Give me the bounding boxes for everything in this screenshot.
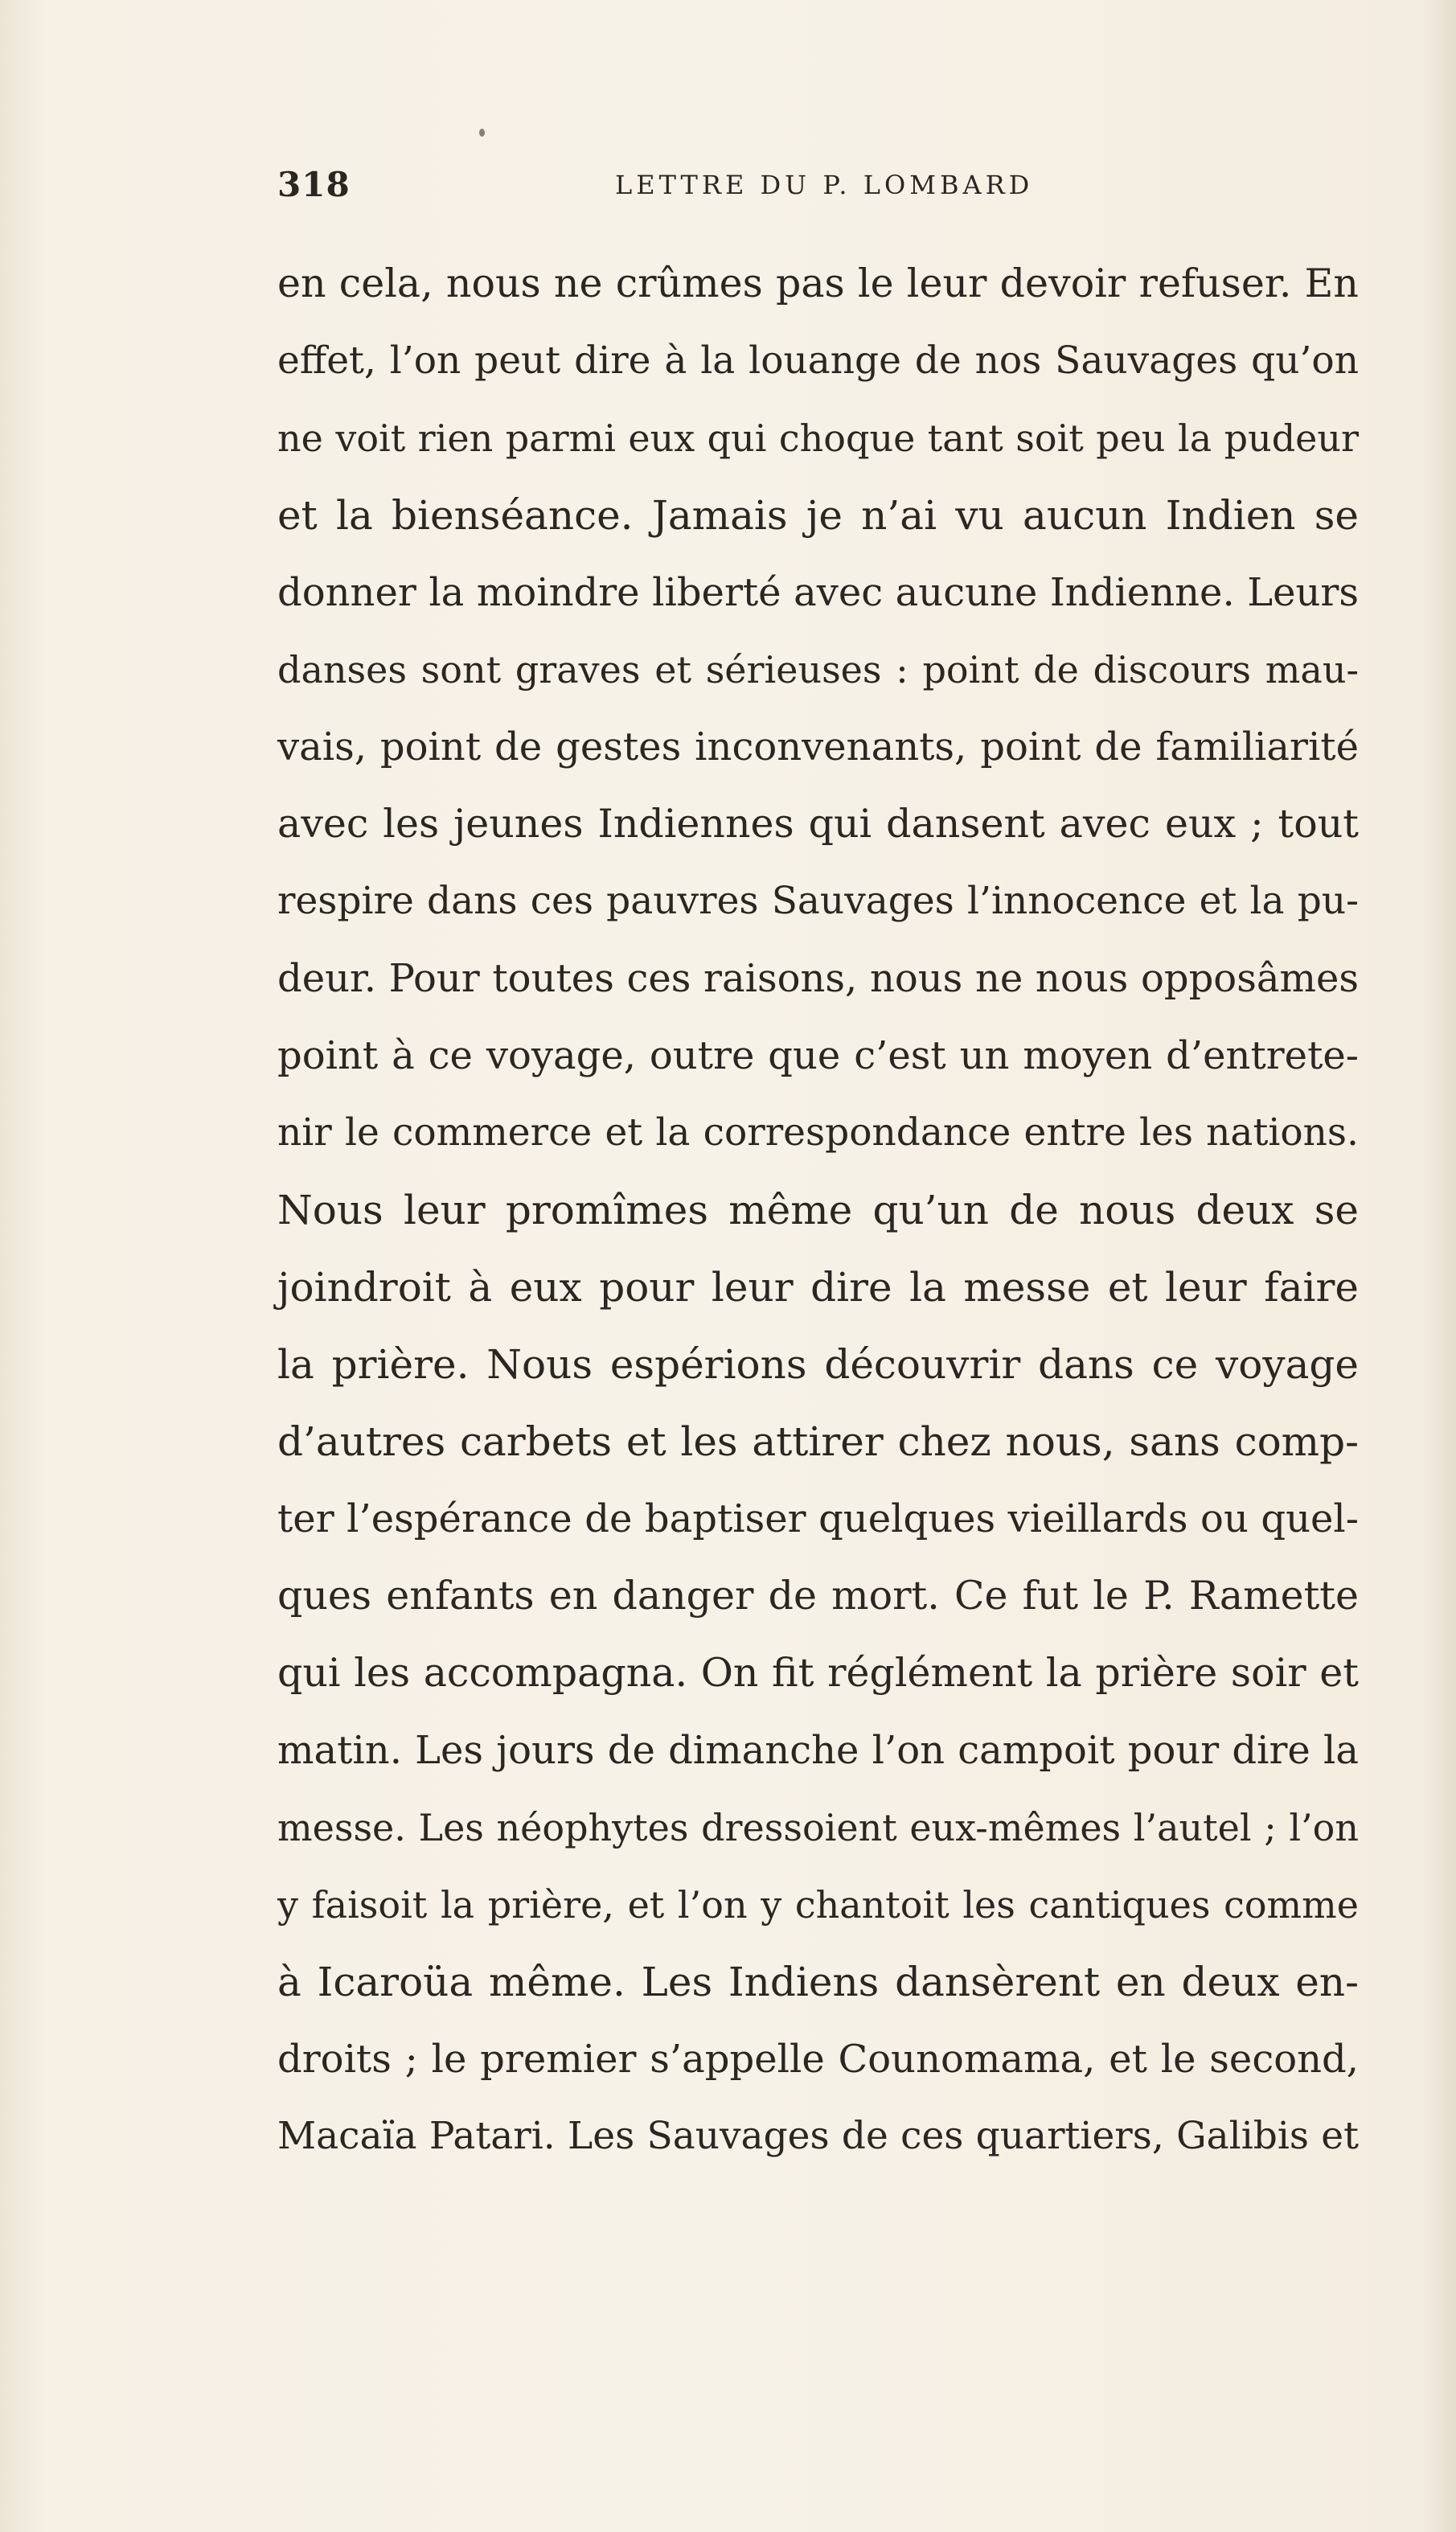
- text-line: respire dans ces pauvres Sauvages l’innocence et la pu-: [277, 879, 1359, 923]
- text-line: danses sont graves et sérieuses : point de discours mau-: [277, 648, 1359, 691]
- text-line: ques enfants en danger de mort. Ce fut le P. Ramette: [277, 1573, 1359, 1619]
- text-line: ter l’espérance de baptiser quelques vieillards ou quel-: [277, 1496, 1359, 1541]
- text-line: droits ; le premier s’appelle Counomama, et le second,: [277, 2037, 1359, 2082]
- text-line: deur. Pour toutes ces raisons, nous ne nous opposâmes: [277, 956, 1359, 1001]
- body-text: [277, 245, 1359, 2175]
- text-line: point à ce voyage, outre que c’est un moyen d’entrete-: [277, 1033, 1359, 1078]
- text-line: Nous leur promîmes même qu’un de nous deux se: [277, 1187, 1359, 1233]
- page-edge-shadow: [1424, 0, 1456, 2532]
- running-head: LETTRE DU P. LOMBARD: [615, 170, 1034, 200]
- text-line: avec les jeunes Indiennes qui dansent avec eux ; tout: [277, 801, 1359, 847]
- text-line: donner la moindre liberté avec aucune Indienne. Leurs: [277, 570, 1359, 615]
- text-line: qui les accompagna. On fit réglément la prière soir et: [277, 1650, 1359, 1696]
- text-line: d’autres carbets et les attirer chez nous, sans comp-: [277, 1418, 1359, 1465]
- page-header: [277, 165, 1359, 213]
- text-line: et la bienséance. Jamais je n’ai vu aucun Indien se: [277, 492, 1359, 539]
- text-line: à Icaroüa même. Les Indiens dansèrent en deux en-: [277, 1959, 1359, 2005]
- text-line: Macaïa Patari. Les Sauvages de ces quartiers, Galibis et: [277, 2114, 1359, 2158]
- page-number: 318: [277, 165, 351, 204]
- text-line: y faisoit la prière, et l’on y chantoit les cantiques comme: [277, 1883, 1359, 1927]
- text-line: messe. Les néophytes dressoient eux-mêmes l’autel ; l’on: [277, 1806, 1359, 1849]
- text-line: la prière. Nous espérions découvrir dans ce voyage: [277, 1341, 1359, 1388]
- text-line: nir le commerce et la correspondance entre les nations.: [277, 1110, 1359, 1155]
- text-line: matin. Les jours de dimanche l’on campoit pour dire la: [277, 1728, 1359, 1773]
- text-line: vais, point de gestes inconvenants, point de familiarité: [277, 724, 1359, 769]
- ink-speck: [479, 129, 485, 137]
- text-line: ne voit rien parmi eux qui choque tant soit peu la pudeur: [277, 417, 1359, 460]
- text-line: en cela, nous ne crûmes pas le leur devoir refuser. En: [277, 261, 1359, 306]
- text-line: effet, l’on peut dire à la louange de nos Sauvages qu’on: [277, 339, 1359, 383]
- text-line: joindroit à eux pour leur dire la messe et leur faire: [277, 1264, 1359, 1311]
